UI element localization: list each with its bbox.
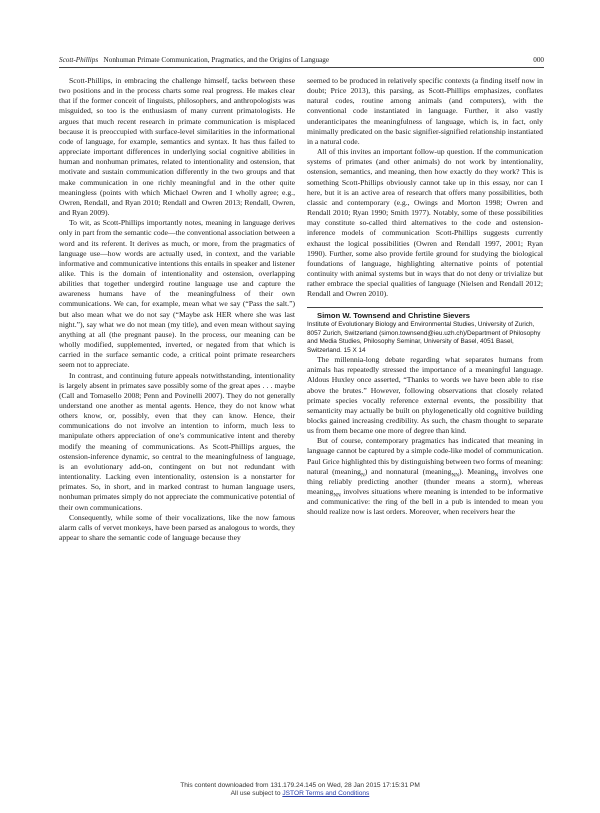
author-affiliation: Institute of Evolutionary Biology and Environmental Studies, University of Zurich, 8057 Zurich, Switzerland (simon.townsend@ieu.uzh.ch)/Department of Philosophy and Media Studies, Philosophy Seminar, University of Basel, 4051 Basel, Switzerland. 15 X 14 xyxy=(307,321,541,354)
footer-terms-prefix: All use subject to xyxy=(230,790,283,798)
paragraph: All of this invites an important follow-up question. If the communication systems of primates (and other animals) do not work by intentionality, ostension, semantics, and meaning, then how exactly do they work? This is something Scott-Phillips obviously cannot take up in this essay, nor can I here, but it is an active area of research that offers many possibilities, both classic and contemporary (e.g., Owings and Morton 1998; Owren and Rendall 2010; Ryan 1990; Smith 1977). Notably, some of these possibilities may constitute so-called third alternatives to the code and ostension-inference models of communication Scott-Phillips suggests currently exhaust the logical possibilities (Owren and Rendall 1997, 2001; Ryan 1990). Further, some also provide fertile ground for studying the biological foundations of language, highlighting alternative points of potential continuity with animal systems but in ways that do not deny or trivialize but rather embrace the special qualities of language (Nielsen and Rendall 2012; Rendall and Owren 2010). xyxy=(307,147,543,299)
header-title: Nonhuman Primate Communication, Pragmatics, and the Origins of Language xyxy=(103,56,330,64)
text-run: ). Meaning xyxy=(459,466,495,476)
header-left xyxy=(59,56,329,65)
text-run: ) and nonnatural (meaning xyxy=(364,466,452,476)
text-run: involves one thing reliably predicting another (thunder means a storm), whereas meaning xyxy=(307,466,543,497)
header-author: Scott-Phillips xyxy=(59,56,99,64)
paragraph: To wit, as Scott-Phillips importantly notes, meaning in language derives only in part from the semantic code—the conventional association between a word and its referent. It derives as much, or more, from the pragmatics of language use—how words are actually used, in context, and the variable informative and communicative intentions this entails in speaker and listener alike. This is the domain of intentionality and ostension, overlapping abilities that together undergird routine language use and capture the awareness humans have of the meaningfulness of their own communications. We can, for example, mean what we say (“Pass the salt.”) but also mean what we do not say (“Maybe ask HER where she was last night.”), say what we do not mean (my title), and even mean without saying anything at all (the pregnant pause). In the process, our meaning can be wholly modified, supplemented, inverted, or negated from that which is carried in the surface semantic code, a critical point primate researchers seem not to appreciate. xyxy=(59,218,295,370)
paragraph: seemed to be produced in relatively specific contexts (a finding itself now in doubt; Price 2013), this parsing, as Scott-Phillips emphasizes, conflates natural codes, routine among animals (and computers), with the conventional code instantiated in language. Further, it also vastly underanticipates the meaningfulness of language, which is, in fact, only minimally predicated on the basic signifier-signified relationship instantiated in a natural code. xyxy=(307,76,543,146)
left-column xyxy=(59,76,295,543)
terms-link[interactable]: JSTOR Terms and Conditions xyxy=(282,790,370,798)
comment-divider xyxy=(307,307,543,308)
header-rule xyxy=(59,67,544,68)
paragraph: Consequently, while some of their vocalizations, like the now famous alarm calls of vervet monkeys, have been parsed as analogous to words, they appear to share the semantic code of language because they xyxy=(59,512,295,543)
subscript: NN xyxy=(333,492,341,499)
paragraph: In contrast, and continuing future appeals notwithstanding, intentionality is largely absent in primates save possibly some of the great apes . . . maybe (Call and Tomasello 2008; Penn and Povinelli 2007). They do not generally understand one another as mental agents. Hence, they do not know what others know, or, possibly, even that they can know. Hence, their communications do not involve an intention to inform, much less to manipulate others appreciation of one’s communicative intent and thereby modify the meaning of communications. As Scott-Phillips argues, the ostension-inference dynamic, so central to the meaningfulness of language, is an evolutionary add-on, contingent on but not redundant with intentionality. Lacking even intentionality, ostension is a nonstarter for primates. So, in short, and in marked contrast to human language users, nonhuman primates simply do not appreciate the communicative potential of their own communications. xyxy=(59,370,295,512)
subscript: N xyxy=(494,472,499,479)
text-run: involves situations where meaning is intended to be informative and communicative: the ring of the bell in a pub is intended to mean you should realize now is last orders. Moreover, when receivers hear the xyxy=(307,487,543,517)
subscript: N xyxy=(360,472,365,479)
paragraph: The millennia-long debate regarding what separates humans from animals has repeatedly stressed the importance of a meaningful language. Aldous Huxley once asserted, “Thanks to words we have been able to rise above the brutes.” However, following observations that closely related primate species vocally reference external events, the possibility that semanticity may actually be built on phylogenetically old cognitive building blocks gained increasing credibility. As such, the chasm thought to separate us from them became one more of degree than kind. xyxy=(307,355,543,436)
download-footer xyxy=(0,782,600,799)
text-run: But of course, contemporary pragmatics has indicated that meaning in language cannot be captured by a simple code-like model of communication. Paul Grice highlighted this by distinguishing between two forms of meaning: natural (meaning xyxy=(307,436,543,476)
paragraph-grice xyxy=(307,436,543,517)
subscript: NN xyxy=(451,472,460,479)
paragraph: Scott-Phillips, in embracing the challenge himself, tacks between these two positions and in the process charts some real progress. He makes clear that if the former conceit of linguists, philosophers, and anthropologists was misguided, so too is the enthusiasm of many current primatologists. He argues that much recent research in primate communication is misplaced because it is preoccupied with surface-level similarities in the informational code of language, for example, semantics and syntax. It has thus failed to appreciate important differences in underlying social cognitive abilities in human and nonhuman primates, related to intentionality and ostension, that motivate and sustain communication differently in the two groups and that make communication in one richly meaningful and in the other quite meaningless (points with which Michael Owren and I wholly agree; e.g., Owren, Rendall, and Ryan 2010; Rendall and Owren 2013; Rendall, Owren, and Ryan 2009). xyxy=(59,76,295,218)
footer-download-line: This content downloaded from 131.179.24.145 on Wed, 28 Jan 2015 17:15:31 PM xyxy=(180,782,420,789)
comment-authors: Simon W. Townsend and Christine Sievers xyxy=(317,311,471,321)
page-number: 000 xyxy=(533,56,544,64)
right-column xyxy=(307,76,543,518)
footer-terms-line xyxy=(0,790,600,798)
